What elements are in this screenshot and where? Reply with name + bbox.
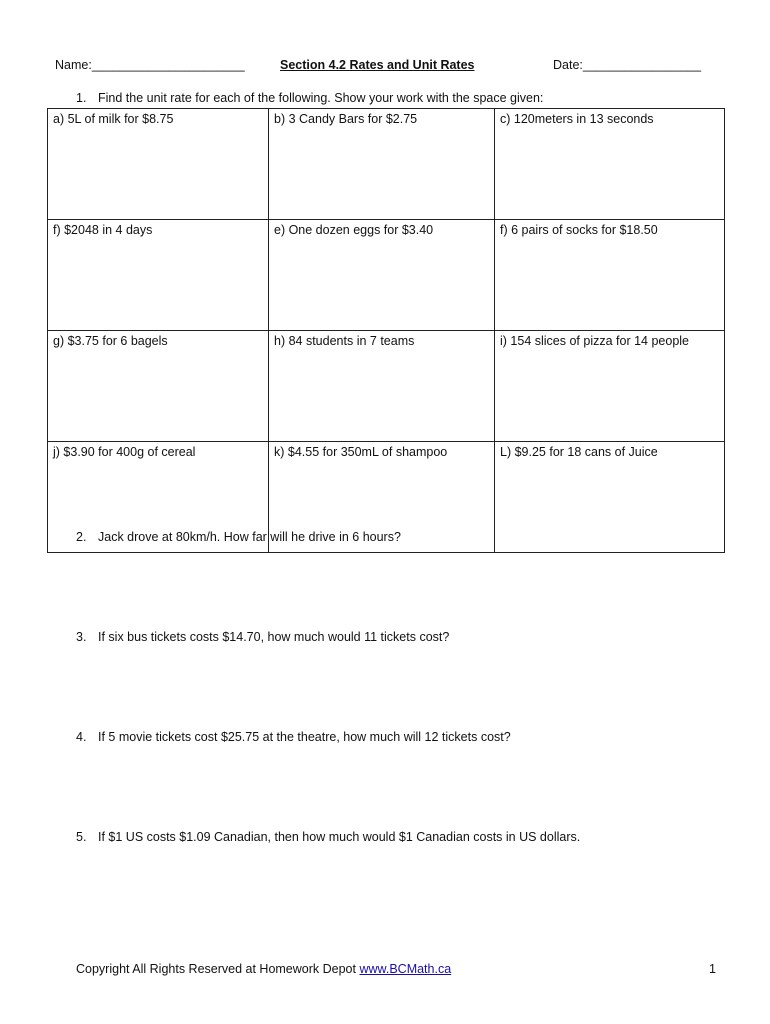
grid-cell-k[interactable]: k) $4.55 for 350mL of shampoo: [269, 442, 495, 553]
grid-cell-d[interactable]: f) $2048 in 4 days: [48, 220, 269, 331]
grid-cell-e[interactable]: e) One dozen eggs for $3.40: [269, 220, 495, 331]
question-2: [76, 530, 401, 544]
name-field-line: Name:______________________: [55, 58, 245, 72]
copyright-text: Copyright All Rights Reserved at Homework Depot: [76, 962, 360, 976]
unit-rate-grid: [47, 108, 725, 553]
grid-cell-g[interactable]: g) $3.75 for 6 bagels: [48, 331, 269, 442]
question-4: [76, 730, 511, 744]
bcmath-link[interactable]: www.BCMath.ca: [359, 962, 452, 976]
grid-cell-h[interactable]: h) 84 students in 7 teams: [269, 331, 495, 442]
grid-cell-a[interactable]: a) 5L of milk for $8.75: [48, 109, 269, 220]
footer-copyright: [76, 962, 451, 976]
grid-cell-b[interactable]: b) 3 Candy Bars for $2.75: [269, 109, 495, 220]
question-text: Jack drove at 80km/h. How far will he drive in 6 hours?: [98, 530, 401, 544]
grid-row: [48, 331, 725, 442]
question-text: Find the unit rate for each of the following. Show your work with the space given:: [98, 91, 544, 105]
question-number: 3.: [76, 630, 87, 644]
question-3: [76, 630, 449, 644]
grid-row: [48, 220, 725, 331]
grid-cell-i[interactable]: i) 154 slices of pizza for 14 people: [495, 331, 725, 442]
question-number: 5.: [76, 830, 87, 844]
date-field-line: Date:_________________: [553, 58, 702, 72]
question-number: 4.: [76, 730, 87, 744]
grid-cell-j[interactable]: j) $3.90 for 400g of cereal: [48, 442, 269, 553]
page-title: Section 4.2 Rates and Unit Rates: [280, 58, 475, 72]
grid-cell-l[interactable]: L) $9.25 for 18 cans of Juice: [495, 442, 725, 553]
grid-row: [48, 109, 725, 220]
question-5: [76, 830, 580, 844]
grid-cell-f[interactable]: f) 6 pairs of socks for $18.50: [495, 220, 725, 331]
question-text: If 5 movie tickets cost $25.75 at the theatre, how much will 12 tickets cost?: [98, 730, 511, 744]
question-text: If $1 US costs $1.09 Canadian, then how much would $1 Canadian costs in US dollars.: [98, 830, 581, 844]
question-1: [76, 91, 543, 105]
question-number: 1.: [76, 91, 87, 105]
grid-cell-c[interactable]: c) 120meters in 13 seconds: [495, 109, 725, 220]
question-number: 2.: [76, 530, 87, 544]
question-text: If six bus tickets costs $14.70, how much would 11 tickets cost?: [98, 630, 450, 644]
page-number: 1: [709, 962, 716, 976]
